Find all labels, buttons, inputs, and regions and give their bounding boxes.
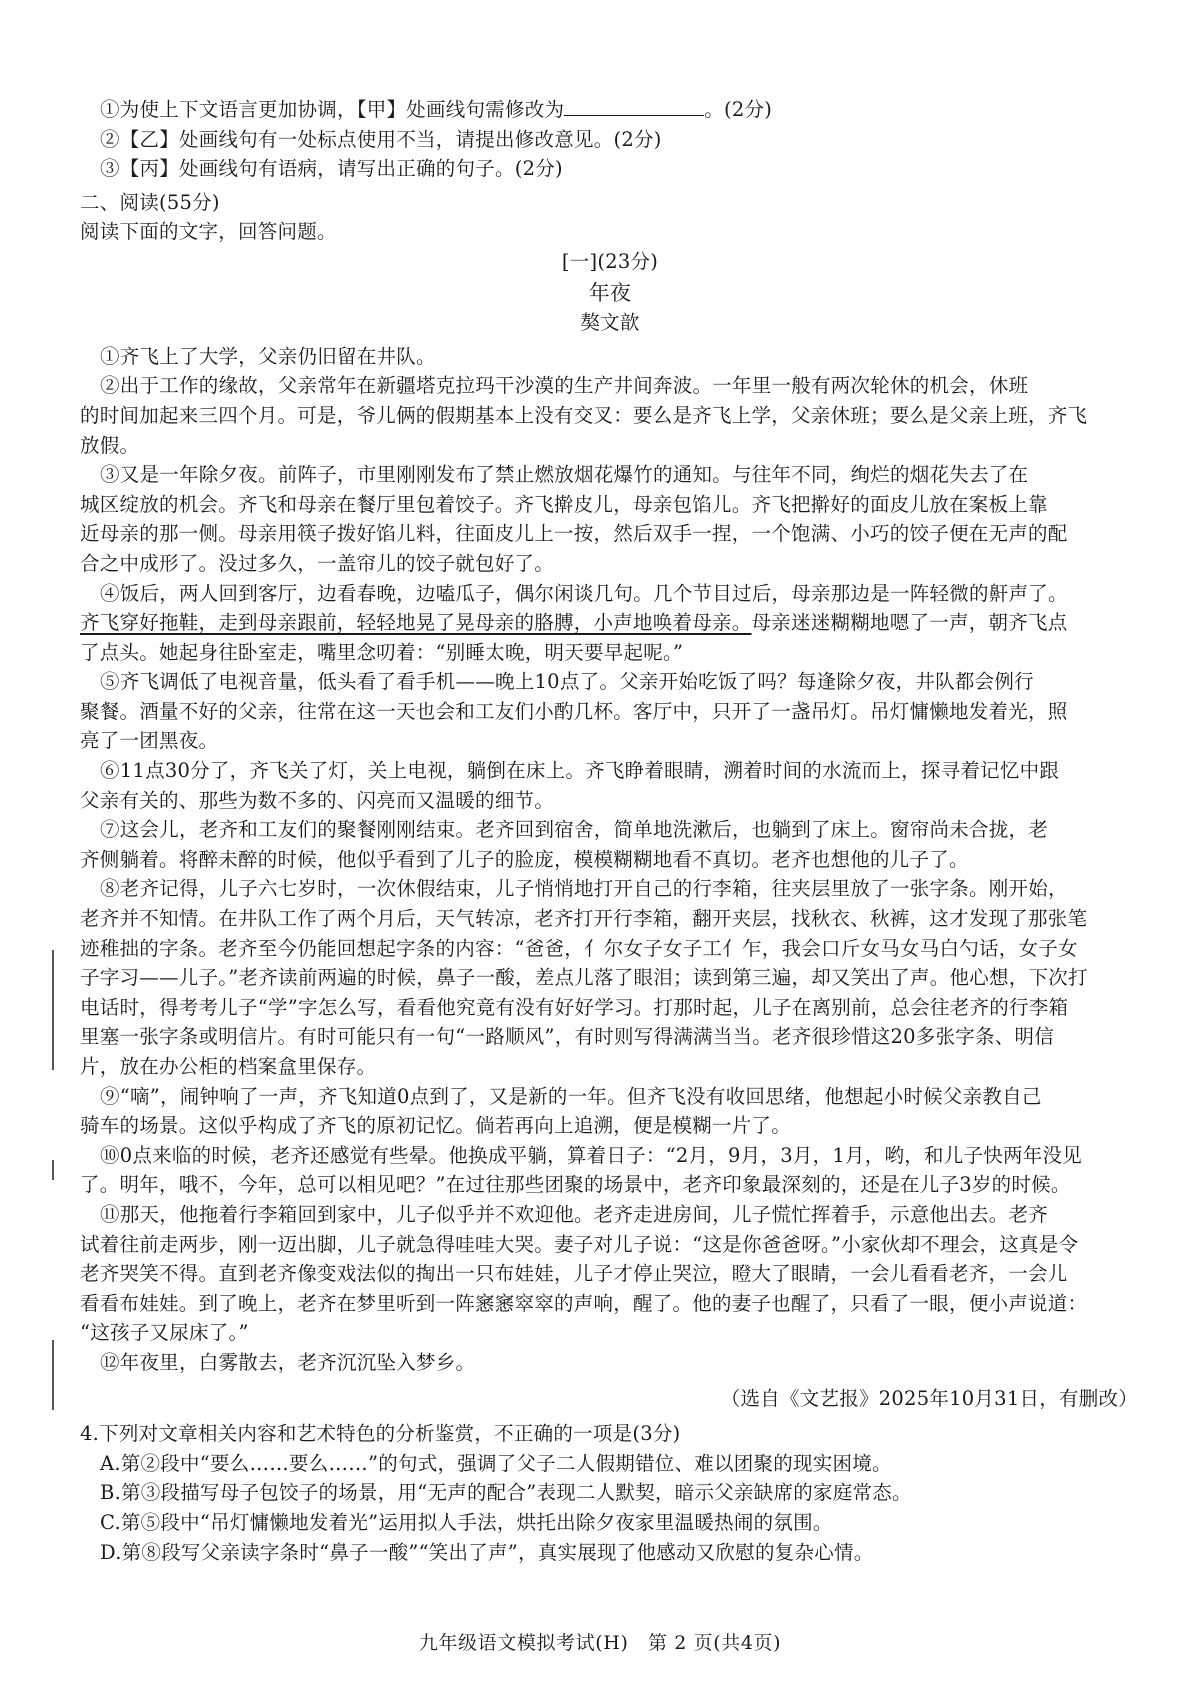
paragraph-line: ⑧老齐记得，儿子六七岁时，一次休假结束，儿子悄悄地打开自己的行李箱，往夹层里放了一张字条。刚开始，	[100, 877, 1068, 901]
paragraph-line: ⑤齐飞调低了电视音量，低头看了看手机——晚上10点了。父亲开始吃饭了吗？每逢除夕夜，井队都会例行	[100, 670, 1034, 694]
paragraph-line: 近母亲的那一侧。母亲用筷子拨好馅儿料，往面皮儿上一按，然后双手一捏，一个饱满、小巧的饺子便在无声的配	[80, 522, 1068, 546]
option-b[interactable]: B.第③段描写母子包饺子的场景，用“无声的配合”表现二人默契，暗示父亲缺席的家庭常态。	[100, 1481, 912, 1505]
paragraph-line: 里塞一张字条或明信片。有时可能只有一句“一路顺风”，有时则写得满满当当。老齐很珍惜这20多张字条、明信	[80, 1025, 1055, 1049]
question-item-2: ②【乙】处画线句有一处标点使用不当，请提出修改意见。(2分)	[100, 127, 662, 151]
question-options	[80, 1449, 1140, 1567]
question-stem: 4.下列对文章相关内容和艺术特色的分析鉴赏，不正确的一项是(3分)	[80, 1422, 681, 1446]
paragraph-3	[80, 460, 1140, 578]
paragraph-line: 的时间加起来三四个月。可是，爷儿俩的假期基本上没有交叉：要么是齐飞上学，父亲休班；要么是父亲上班，齐飞	[80, 403, 1088, 427]
paragraph-line: 了点头。她起身往卧室走，嘴里念叨着：“别睡太晚，明天要早起呢。”	[80, 640, 684, 664]
question-item-1-score: 。(2分)	[704, 98, 773, 121]
paragraph-8	[80, 874, 1140, 1081]
paragraph-line: ⑥11点30分了，齐飞关了灯，关上电视，躺倒在床上。齐飞睁着眼睛，溯着时间的水流而上，探寻着记忆中跟	[100, 759, 1060, 783]
paragraph-line: 聚餐。酒量不好的父亲，往常在这一天也会和工友们小酌几杯。客厅中，只开了一盏吊灯。吊灯慵懒地发着光，照	[80, 699, 1068, 723]
option-d[interactable]: D.第⑧段写父亲读字条时“鼻子一酸”“笑出了声”，真实展现了他感动又欣慰的复杂心情。	[100, 1540, 874, 1564]
paragraph-line: 老齐并不知情。在井队工作了两个月后，天气转凉，老齐打开行李箱，翻开夹层，找秋衣、秋裤，这才发现了那张笔	[80, 907, 1088, 931]
paragraph-line: 迹稚拙的字条。老齐至今仍能回想起字条的内容：“爸爸，亻尔女子女子工亻乍，我会口斤女马女马白勺话，女子女	[80, 936, 1078, 960]
question-item-1-text: ①为使上下文语言更加协调，【甲】处画线句需修改为	[100, 98, 565, 121]
sentence-text: 母亲迷迷糊糊地嗯了一声，朝齐飞点	[751, 611, 1068, 635]
paragraph-line	[80, 608, 1140, 638]
section-heading: 二、阅读(55分)	[80, 190, 220, 214]
paragraph-line: 看看布娃娃。到了晚上，老齐在梦里听到一阵窸窸窣窣的声响，醒了。他的妻子也醒了，只看了一眼，便小声说道：	[80, 1291, 1088, 1315]
paragraph-line: 亮了一团黑夜。	[80, 729, 219, 753]
paragraph-line: 了。明年，哦不，今年，总可以相见吧？”在过往那些团聚的场景中，老齐印象最深刻的，还是在儿子3岁的时候。	[80, 1173, 1071, 1197]
binding-margin-mark	[52, 1340, 54, 1410]
article-source: （选自《文艺报》2025年10月31日，有删改）	[720, 1386, 1138, 1410]
question-item-1	[80, 95, 1140, 125]
option-a[interactable]: A.第②段中“要么……要么……”的句式，强调了父子二人假期错位、难以团聚的现实困境。	[100, 1451, 892, 1475]
paragraph-11	[80, 1200, 1140, 1348]
paragraph-line: “这孩子又尿床了。”	[80, 1321, 249, 1345]
paragraph-4	[80, 579, 1140, 668]
paragraph-line: 片，放在办公柜的档案盒里保存。	[80, 1055, 377, 1078]
paragraph-line: ⑦这会儿，老齐和工友们的聚餐刚刚结束。老齐回到宿舍，简单地洗漱后，也躺到了床上。窗帘尚未合拢，老	[100, 818, 1049, 842]
paragraph-line: ②出于工作的缘故，父亲常年在新疆塔克拉玛干沙漠的生产井间奔波。一年里一般有两次轮休的机会，休班	[100, 374, 1029, 398]
paragraph-10	[80, 1141, 1140, 1200]
paragraph-line: 父亲有关的、那些为数不多的、闪亮而又温暖的细节。	[80, 788, 555, 812]
paragraph-1: ①齐飞上了大学，父亲仍旧留在井队。	[100, 344, 436, 368]
binding-margin-mark	[52, 950, 54, 1070]
paragraph-line: 齐侧躺着。将醉未醉的时候，他似乎看到了儿子的脸庞，模模糊糊地看不真切。老齐也想他的儿子了。	[80, 847, 969, 871]
paragraph-line: ⑩0点来临的时候，老齐还感觉有些晕。他换成平躺，算着日子：“2月，9月，3月，1月，哟，和儿子快两年没见	[100, 1143, 1083, 1167]
answer-blank[interactable]	[564, 95, 704, 116]
paragraph-line: 城区绽放的机会。齐飞和母亲在餐厅里包着饺子。齐飞擀皮儿，母亲包馅儿。齐飞把擀好的面皮儿放在案板上靠	[80, 492, 1048, 516]
paragraph-line: 子字习——儿子。”老齐读前两遍的时候，鼻子一酸，差点儿落了眼泪；读到第三遍，却又笑出了声。他心想，下次打	[80, 966, 1088, 990]
paragraph-line: 合之中成形了。没过多久，一盖帘儿的饺子就包好了。	[80, 551, 555, 575]
underlined-sentence: 齐飞穿好拖鞋，走到母亲跟前，轻轻地晃了晃母亲的胳膊，小声地唤着母亲。	[80, 611, 752, 635]
section-instruction: 阅读下面的文字，回答问题。	[80, 220, 337, 244]
paragraph-2	[80, 371, 1140, 460]
paragraph-line: ⑨“嘀”，闹钟响了一声，齐飞知道0点到了，又是新的一年。但齐飞没有收回思绪，他想起小时候父亲教自己	[100, 1084, 1042, 1108]
article-body	[80, 342, 1140, 1413]
paragraph-line: 骑车的场景。这似乎构成了齐飞的原初记忆。倘若再向上追溯，便是模糊一片了。	[80, 1114, 792, 1138]
paragraph-line: 放假。	[80, 433, 140, 457]
paragraph-line: 电话时，得考考儿子“学”字怎么写，看看他究竟有没有好好学习。打那时起，儿子在离别前，总会往老齐的行李箱	[80, 995, 1069, 1019]
paragraph-7	[80, 815, 1140, 874]
paragraph-line: 试着往前走两步，刚一迈出脚，儿子就急得哇哇大哭。妻子对儿子说：“这是你爸爸呀。”小家伙却不理会，这真是令	[80, 1232, 1079, 1256]
question-4	[80, 1419, 1140, 1567]
part-label: [一](23分)	[561, 249, 659, 273]
paragraph-6	[80, 756, 1140, 815]
paragraph-line: ③又是一年除夕夜。前阵子，市里刚刚发布了禁止燃放烟花爆竹的通知。与往年不同，绚烂的烟花失去了在	[100, 463, 1029, 487]
page-footer: 九年级语文模拟考试(H) 第 2 页(共4页)	[418, 1632, 782, 1654]
option-c[interactable]: C.第⑤段中“吊灯慵懒地发着光”运用拟人手法，烘托出除夕夜家里温暖热闹的氛围。	[100, 1510, 833, 1534]
paragraph-line: 老齐哭笑不得。直到老齐像变戏法似的掏出一只布娃娃，儿子才停止哭泣，瞪大了眼睛，一会儿看看老齐，一会儿	[80, 1262, 1068, 1286]
paragraph-9	[80, 1082, 1140, 1141]
exam-page	[80, 95, 1140, 1567]
paragraph-line: ④饭后，两人回到客厅，边看春晚，边嗑瓜子，偶尔闲谈几句。几个节目过后，母亲那边是一阵轻微的鼾声了。	[100, 581, 1068, 605]
paragraph-line: ⑪那天，他拖着行李箱回到家中，儿子似乎并不欢迎他。老齐走进房间，儿子慌忙挥着手，示意他出去。老齐	[100, 1202, 1049, 1226]
binding-margin-mark	[52, 1160, 54, 1180]
paragraph-12: ⑫年夜里，白雾散去，老齐沉沉坠入梦乡。	[100, 1350, 476, 1374]
article-title: 年夜	[588, 280, 632, 305]
article-author: 獒文歆	[580, 311, 640, 335]
question-item-3: ③【丙】处画线句有语病，请写出正确的句子。(2分)	[100, 157, 563, 181]
paragraph-5	[80, 667, 1140, 756]
